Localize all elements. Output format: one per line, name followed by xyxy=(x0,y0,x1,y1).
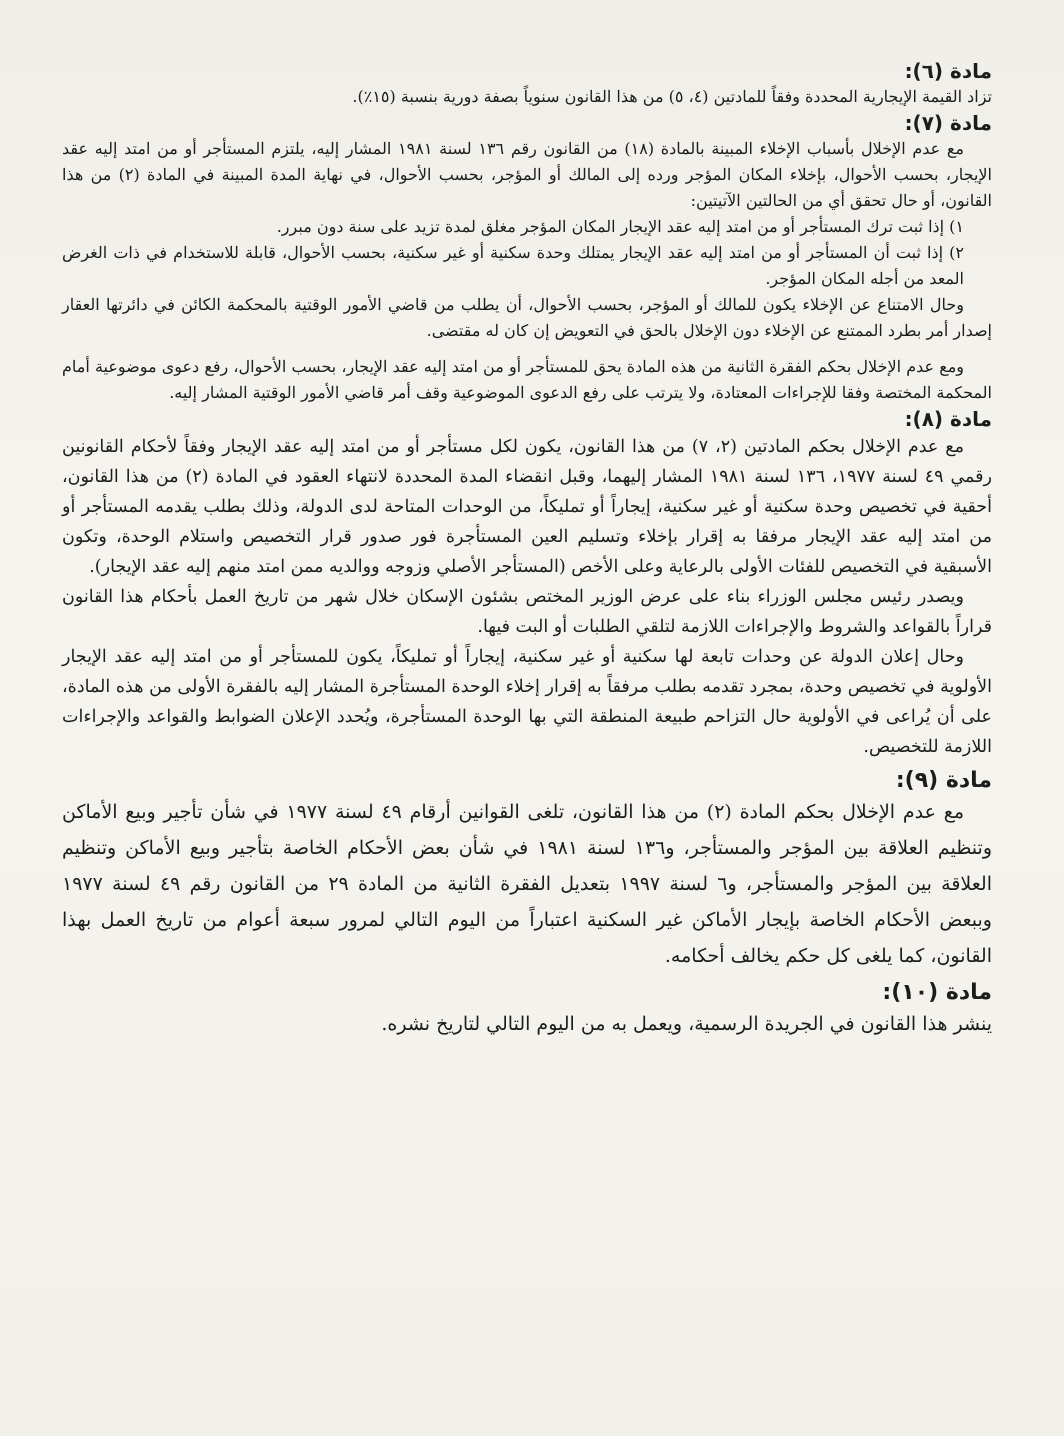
article-7-paragraph-1: وحال الامتناع عن الإخلاء يكون للمالك أو المؤجر، بحسب الأحوال، أن يطلب من قاضي الأمور الوقتية بالمحكمة الكائن في دائرتها العقار إصدار أمر بطرد الممتنع عن الإخلاء دون الإخلال بالحق في التعويض إن كان له مقتضى. xyxy=(62,295,992,340)
article-9-paragraph-1: مع عدم الإخلال بحكم المادة (٢) من هذا القانون، تلغى القوانين أرقام ٤٩ لسنة ١٩٧٧ في شأن تأجير وبيع الأماكن وتنظيم العلاقة بين المؤجر والمستأجر، و١٣٦ لسنة ١٩٨١ في شأن بعض الأحكام الخاصة بتأجير وبيع الأماكن وتنظيم العلاقة بين المؤجر والمستأجر، و٦ لسنة ١٩٩٧ بتعديل الفقرة الثانية من المادة ٢٩ من القانون رقم ٤٩ لسنة ١٩٧٧ وببعض الأحكام الخاصة بإيجار الأماكن غير السكنية اعتباراً من اليوم التالي لمرور سبعة أعوام من تاريخ العمل بهذا القانون، كما يلغى كل حكم يخالف أحكامه. xyxy=(62,801,992,967)
article-10 xyxy=(62,980,992,1042)
article-8-heading: مادة (٨): xyxy=(904,407,992,431)
article-7-intro: مع عدم الإخلال بأسباب الإخلاء المبينة بالمادة (١٨) من القانون رقم ١٣٦ لسنة ١٩٨١ المشار إليه، يلتزم المستأجر أو من امتد إليه عقد الإيجار، بحسب الأحوال، بإخلاء المكان المؤجر ورده إلى المالك أو المؤجر، بحسب الأحوال، في نهاية المدة المبينة في المادة (٢) من هذا القانون، أو حال تحقق أي من الحالتين الآتيتين: xyxy=(62,139,992,210)
article-7-item-1: ١) إذا ثبت ترك المستأجر أو من امتد إليه عقد الإيجار المكان المؤجر مغلق لمدة تزيد على سنة دون مبرر. xyxy=(276,217,964,236)
article-8-paragraph-2: ويصدر رئيس مجلس الوزراء بناء على عرض الوزير المختص بشئون الإسكان خلال شهر من تاريخ العمل بأحكام هذا القانون قراراً بالقواعد والشروط والإجراءات اللازمة لتلقي الطلبات أو البت فيها. xyxy=(62,587,992,637)
article-9 xyxy=(62,768,992,974)
article-6-heading: مادة (٦): xyxy=(904,59,992,83)
article-6 xyxy=(62,58,992,110)
article-6-text: تزاد القيمة الإيجارية المحددة وفقاً للمادتين (٤، ٥) من هذا القانون سنوياً بصفة دورية بنسبة (١٥٪). xyxy=(352,87,992,106)
article-10-heading: مادة (١٠): xyxy=(882,980,992,1005)
article-8-paragraph-1: مع عدم الإخلال بحكم المادتين (٢، ٧) من هذا القانون، يكون لكل مستأجر أو من امتد إليه عقد الإيجار وفقاً لأحكام القانونين رقمي ٤٩ لسنة ١٩٧٧، ١٣٦ لسنة ١٩٨١ المشار إليهما، وقبل انقضاء المدة المحددة لانتهاء العقود في المادة (٢) من هذا القانون، أحقية في تخصيص وحدة سكنية أو غير سكنية، إيجاراً أو تمليكاً، من الوحدات المتاحة لدى الدولة، وذلك بطلب يقدمه المستأجر أو من امتد إليه عقد الإيجار مرفقا به إقرار بإخلاء وتسليم العين المستأجرة فور صدور قرار التخصيص واستلام الوحدة، وتكون الأسبقية في التخصيص للفئات الأولى بالرعاية وعلى الأخص (المستأجر الأصلي وزوجه ووالديه ممن امتد منهم إليه عقد الإيجار). xyxy=(62,437,992,577)
article-7-paragraph-2: ومع عدم الإخلال بحكم الفقرة الثانية من هذه المادة يحق للمستأجر أو من امتد إليه عقد الإيجار، بحسب الأحوال، رفع دعوى موضوعية أمام المحكمة المختصة وفقا للإجراءات المعتادة، ولا يترتب على رفع الدعوى الموضوعية وقف أمر قاضي الأمور الوقتية المشار إليه. xyxy=(62,357,992,402)
article-8-paragraph-3: وحال إعلان الدولة عن وحدات تابعة لها سكنية أو غير سكنية، إيجاراً أو تمليكاً، يكون للمستأجر أو من امتد إليه عقد الإيجار الأولوية في تخصيص وحدة، بمجرد تقدمه بطلب مرفقاً به إقرار إخلاء الوحدة المستأجرة المشار إليه بالفقرة الأولى من هذه المادة، على أن يُراعى في الأولوية حال التزاحم طبيعة المنطقة التي بها الوحدة المستأجرة، ويُحدد الإعلان الضوابط والقواعد والإجراءات اللازمة للتخصيص. xyxy=(62,647,992,757)
article-8 xyxy=(62,406,992,762)
article-9-heading: مادة (٩): xyxy=(895,768,992,793)
article-7-item-2: ٢) إذا ثبت أن المستأجر أو من امتد إليه عقد الإيجار يمتلك وحدة سكنية أو غير سكنية، بحسب الأحوال، قابلة للاستخدام في ذات الغرض المعد من أجله المكان المؤجر. xyxy=(62,243,964,288)
article-7 xyxy=(62,110,992,406)
article-10-paragraph-1: ينشر هذا القانون في الجريدة الرسمية، ويعمل به من اليوم التالي لتاريخ نشره. xyxy=(381,1013,992,1035)
article-7-heading: مادة (٧): xyxy=(904,111,992,135)
